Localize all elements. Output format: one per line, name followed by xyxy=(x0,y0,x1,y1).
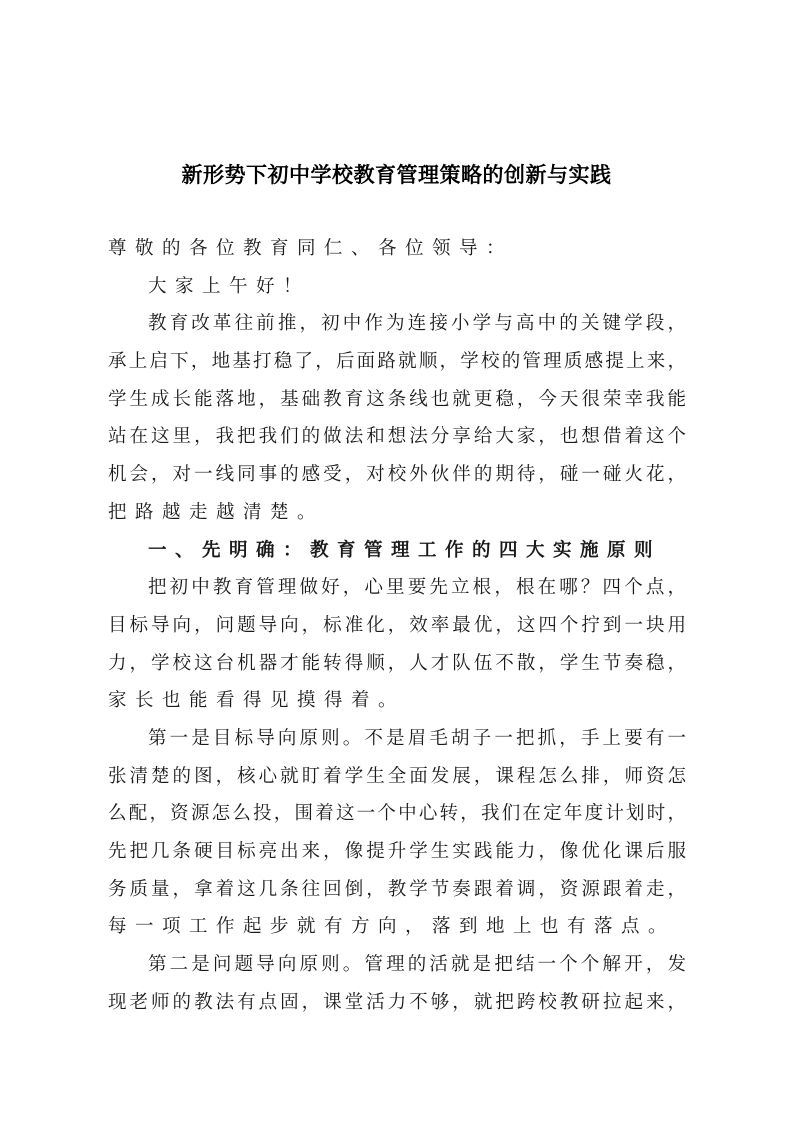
paragraph-line: 家长也能看得见摸得着。 xyxy=(108,690,406,712)
paragraph-line: 么配，资源怎么投，围着这一个中心转，我们在定年度计划时， xyxy=(108,803,686,825)
paragraph-line: 先把几条硬目标亮出来，像提升学生实践能力，像优化课后服 xyxy=(108,841,686,862)
paragraph-line: 每一项工作起步就有方向，落到地上也有落点。 xyxy=(108,916,676,938)
paragraph-line: 机会，对一线同事的感受，对校外伙伴的期待，碰一碰火花， xyxy=(108,464,686,486)
paragraph-line: 张清楚的图，核心就盯着学生全面发展，课程怎么排，师资怎 xyxy=(108,765,686,787)
document-body xyxy=(108,235,688,1026)
document-title: 新形势下初中学校教育管理策略的创新与实践 xyxy=(181,163,612,187)
paragraph-line: 把初中教育管理做好，心里要先立根，根在哪？四个点， xyxy=(148,577,686,599)
paragraph-line: 目标导向，问题导向，标准化，效率最优，这四个拧到一块用 xyxy=(108,614,686,636)
paragraph-line: 务质量，拿着这几条往回倒，教学节奏跟着调，资源跟着走， xyxy=(108,878,686,900)
paragraph-line: 尊敬的各位教育同仁、各位领导： xyxy=(108,238,514,259)
paragraph-line: 现老师的教法有点固，课堂活力不够，就把跨校教研拉起来， xyxy=(108,991,686,1013)
paragraph-line: 大家上午好！ xyxy=(148,275,311,297)
paragraph-line: 承上启下，地基打稳了，后面路就顺，学校的管理质感提上来， xyxy=(108,351,686,373)
paragraph-line: 站在这里，我把我们的做法和想法分享给大家，也想借着这个 xyxy=(108,426,686,448)
paragraph-line: 第二是问题导向原则。管理的活就是把结一个个解开，发 xyxy=(148,954,686,976)
section-heading: 一、先明确：教育管理工作的四大实施原则 xyxy=(148,539,662,561)
paragraph-line: 学生成长能落地，基础教育这条线也就更稳，今天很荣幸我能 xyxy=(108,388,686,410)
paragraph-line: 力，学校这台机器才能转得顺，人才队伍不散，学生节奏稳， xyxy=(108,652,686,674)
paragraph-line: 教育改革往前推，初中作为连接小学与高中的关键学段， xyxy=(148,313,686,335)
paragraph-line: 第一是目标导向原则。不是眉毛胡子一把抓，手上要有一 xyxy=(148,727,686,749)
paragraph-line: 把路越走越清楚。 xyxy=(108,501,325,523)
